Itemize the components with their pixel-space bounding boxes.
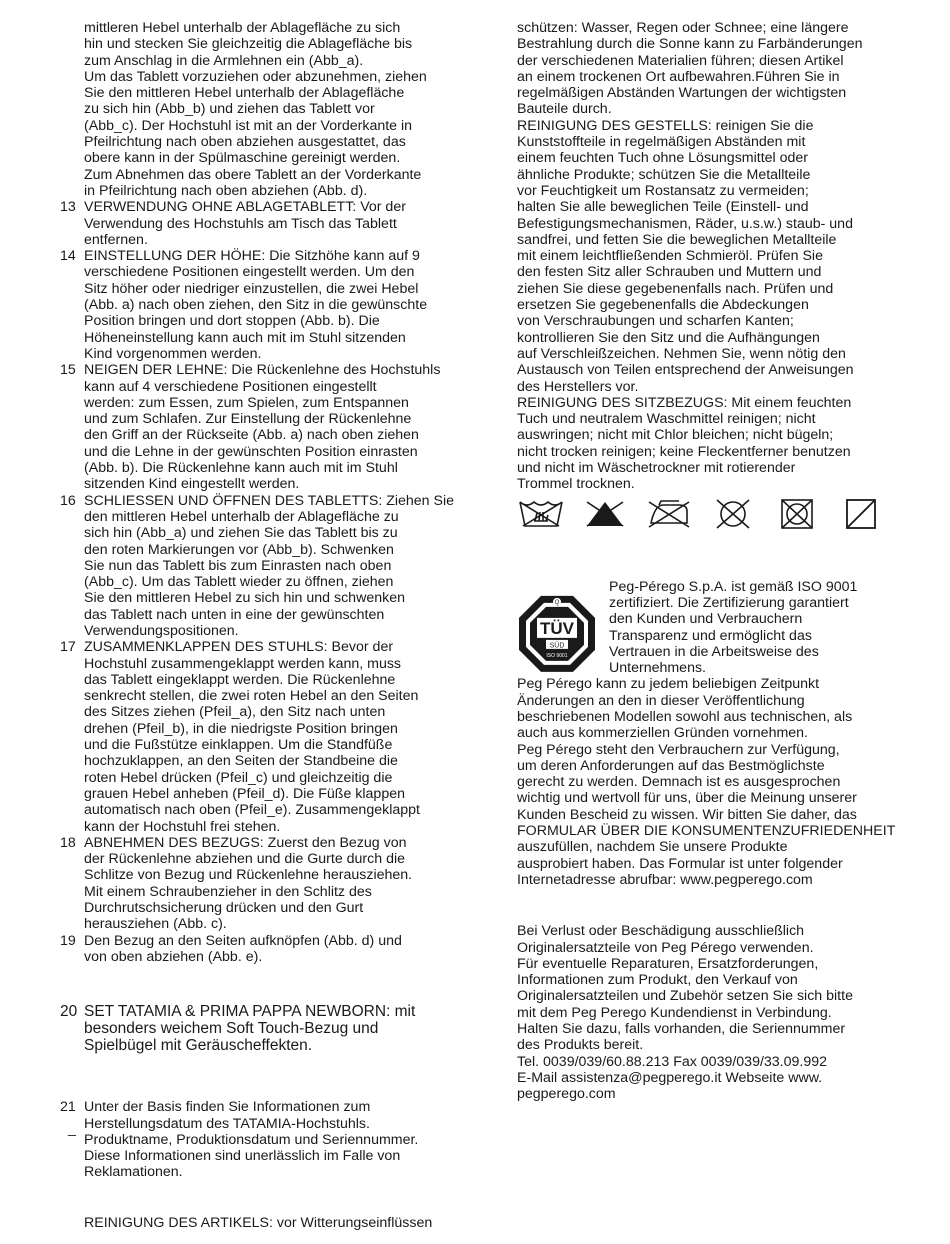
right-column [517,20,899,1103]
item-text: Unter der Basis finden Sie Informationen zum Herstellungsdatum des TATAMIA-Hochstuhls. Produktname, Produktionsdatum und Seriennummer. Diese Informationen sind unerlässlich im Falle von Reklamationen. [84,1099,419,1181]
no-bleach-icon [581,499,629,529]
item-text: ZUSAMMENKLAPPEN DES STUHLS: Bevor der Hochstuhl zusammengeklappt werden kann, muss das Tablett eingeklappt werden. Die Rückenlehne senkrecht stellen, die zwei roten Hebel an den Seiten des Sitzes ziehen (Pfeil_a), den Sitz nach unten drehen (Pfeil_b), in die niedrigste Position bringen und die Fußstütze einklappen. Um die Standfüße hochzuklappen, an den Seiten der Standbeine die roten Hebel drücken (Pfeil_c) und gleichzeitig die grauen Hebel anheben (Pfeil_d). Die Füße klappen automatisch nach oben (Pfeil_e). Zusammengeklappt kann der Hochstuhl frei stehen. [84,639,420,835]
item-number: 18 [60,834,76,851]
list-item [60,835,460,933]
no-dry-clean-icon [709,499,757,529]
no-tumble-dry-icon [773,499,821,529]
item-number: 21 [60,1099,76,1116]
item-number: 16 [60,492,76,509]
left-column [60,20,460,1231]
care-symbols [517,499,899,529]
logo-q: Q [554,599,560,606]
care-instructions: schützen: Wasser, Regen oder Schnee; eine längere Bestrahlung durch die Sonne kann zu Farbänderungen der verschiedenen Materialien führen; diesen Artikel an einem trockenen Ort aufbewahren.Führen Sie in regelmäßigen Abständen Wartungen der wichtigsten Bauteile durch. REINIGUNG DES GESTELLS: reinigen Sie die Kunststoffteile in regelmäßigen Abständen mit einem feuchten Tuch ohne Lösungsmittel oder ähnliche Produkte; schützen Sie die Metallteile vor Feuchtigkeit um Rostansatz zu vermeiden; halten Sie alle beweglichen Teile (Einstell- und Befestigungsmechanismen, Räder, u.s.w.) staub- und sandfrei, und fetten Sie die beweglichen Metallteile mit einem leichtfließenden Schmieröl. Prüfen Sie den festen Sitz aller Schrauben und Muttern und ziehen Sie diese gegebenenfalls nach. Prüfen und ersetzen Sie gegebenenfalls die Abdeckungen von Verschraubungen und scharfen Kanten; kontrollieren Sie den Sitz und die Aufhängungen auf Verschleißzeichen. Nehmen Sie, wenn nötig den Austausch von Teilen entsprechend der Anweisungen des Herstellers vor. REINIGUNG DES SITZBEZUGS: Mit einem feuchten Tuch und neutralem Waschmittel reinigen; nicht auswringen; nicht mit Chlor bleichen; nicht bügeln; nicht trocken reinigen; keine Fleckentferner benutzen und nicht im Wäschetrockner mit rotierender Trommel trocknen. [517,20,863,493]
list-item [60,639,460,835]
item-text: EINSTELLUNG DER HÖHE: Die Sitzhöhe kann auf 9 verschiedene Positionen eingestellt werden. Um den Sitz höher oder niedriger einzustellen, die zwei Hebel (Abb. a) nach oben ziehen, den Sitz in die gewünschte Position bringen und dort stoppen (Abb. b). Die Höheneinstellung kann auch mit im Stuhl sitzenden Kind vorgenommen werden. [84,248,428,362]
no-iron-icon [645,499,693,529]
line-dry-icon [837,499,885,529]
hand-wash-icon [517,499,565,529]
item-number: 17 [60,639,76,656]
list-item [60,1099,460,1180]
item-dash: _ [68,1121,76,1138]
list-item [60,248,460,362]
item-text: ABNEHMEN DES BEZUGS: Zuerst den Bezug von der Rückenlehne abziehen und die Gurte durch die Schlitze von Bezug und Rückenlehne herausziehen. Mit einem Schraubenzieher in den Schlitz des Durchrutschsicherung drücken und den Gurt herausziehen (Abb. c). [84,834,413,933]
tuv-sud-logo [517,591,597,677]
service-contact: Bei Verlust oder Beschädigung ausschließlich Originalersatzteile von Peg Pérego verwenden. Für eventuelle Reparaturen, Ersatzforderungen, Informationen zum Produkt, den Verkauf von Originalersatzteilen und Zubehör setzen Sie sich bitte mit dem Peg Perego Kundendienst in Verbindung. Halten Sie dazu, falls vorhanden, die Seriennummer des Produkts bereit. Tel. 0039/039/60.88.213 Fax 0039/039/33.09.992 E-Mail assistenza@pegperego.it Webseite www. pegperego.com [517,923,853,1103]
item-number: 15 [60,362,76,379]
item-text: Den Bezug an den Seiten aufknöpfen (Abb. d) und von oben abziehen (Abb. e). [84,932,402,965]
cleaning-heading: REINIGUNG DES ARTIKELS: vor Witterungseinflüssen [84,1214,433,1231]
certification-text: Peg-Pérego S.p.A. ist gemäß ISO 9001 zertifiziert. Die Zertifizierung garantiert den Kunden und Verbrauchern Transparenz und ermöglicht das Vertrauen in die Arbeitsweise des Unternehmens. [609,578,858,677]
tray-instructions: mittleren Hebel unterhalb der Ablagefläche zu sich hin und stecken Sie gleichzeitig die Ablagefläche bis zum Anschlag in die Armlehnen ein (Abb_a). Um das Tablett vorzuziehen oder abzunehmen, ziehen Sie den mittleren Hebel unterhalb der Ablagefläche zu sich hin (Abb_b) und ziehen das Tablett vor (Abb_c). Der Hochstuhl ist mit an der Vorderkante in Pfeilrichtung nach oben abziehen ausgestattet, das obere kann in der Spülmaschine gereinigt werden. Zum Abnehmen das obere Tablett an der Vorderkante in Pfeilrichtung nach oben abziehen (Abb. d). [84,20,427,199]
list-item [60,493,460,640]
list-item [60,362,460,492]
list-item [60,933,460,966]
item-number: 20 [60,1003,78,1021]
item-text: SET TATAMIA & PRIMA PAPPA NEWBORN: mit besonders weichem Soft Touch-Bezug und Spielbügel mit Geräuscheffekten. [84,1003,416,1055]
item-number: 13 [60,199,76,216]
instruction-list [60,199,460,965]
logo-sub: SÜD [549,642,565,649]
item-text: SCHLIESSEN UND ÖFFNEN DES TABLETTS: Ziehen Sie den mittleren Hebel unterhalb der Ablagefläche zu sich hin (Abb_a) und ziehen Sie das Tablett bis zu den roten Markierungen vor (Abb_b). Schwenken Sie nun das Tablett bis zum Einrasten nach oben (Abb_c). Um das Tablett wieder zu öffnen, ziehen Sie den mittleren Hebel zu sich hin und schwenken das Tablett nach unten in eine der gewünschten Verwendungspositionen. [84,492,455,639]
company-notice: Peg Pérego kann zu jedem beliebigen Zeitpunkt Änderungen an den in dieser Veröffentlichung beschriebenen Modellen sowohl aus technischen, als auch aus kommerziellen Gründen vornehmen. Peg Pérego steht den Verbrauchern zur Verfügung, um deren Anforderungen auf das Bestmöglichste gerecht zu werden. Demnach ist es ausgesprochen wichtig und wertvoll für uns, über die Meinung unserer Kunden Bescheid zu wissen. Wir bitten Sie daher, das FORMULAR ÜBER DIE KONSUMENTENZUFRIEDENHEIT auszufüllen, nachdem Sie unsere Produkte ausprobiert haben. Das Formular ist unter folgender Internetadresse abrufbar: www.pegperego.com [517,676,896,888]
item-number: 19 [60,932,76,949]
item-text: VERWENDUNG OHNE ABLAGETABLETT: Vor der Verwendung des Hochstuhls am Tisch das Tablett entfernen. [84,199,406,248]
list-item [60,1003,460,1054]
certification-block [517,579,899,677]
logo-iso: ISO 9001 [546,652,568,659]
item-text: NEIGEN DER LEHNE: Die Rückenlehne des Hochstuhls kann auf 4 verschiedene Positionen eingestellt werden: zum Essen, zum Spielen, zum Entspannen und zum Schlafen. Zur Einstellung der Rückenlehne den Griff an der Rückseite (Abb. a) nach oben ziehen und die Lehne in der gewünschten Position einrasten (Abb. b). Die Rückenlehne kann auch mit im Stuhl sitzenden Kind eingestellt werden. [84,362,441,493]
logo-brand: TÜV [540,618,574,638]
list-item [60,199,460,248]
item-number: 14 [60,248,76,265]
